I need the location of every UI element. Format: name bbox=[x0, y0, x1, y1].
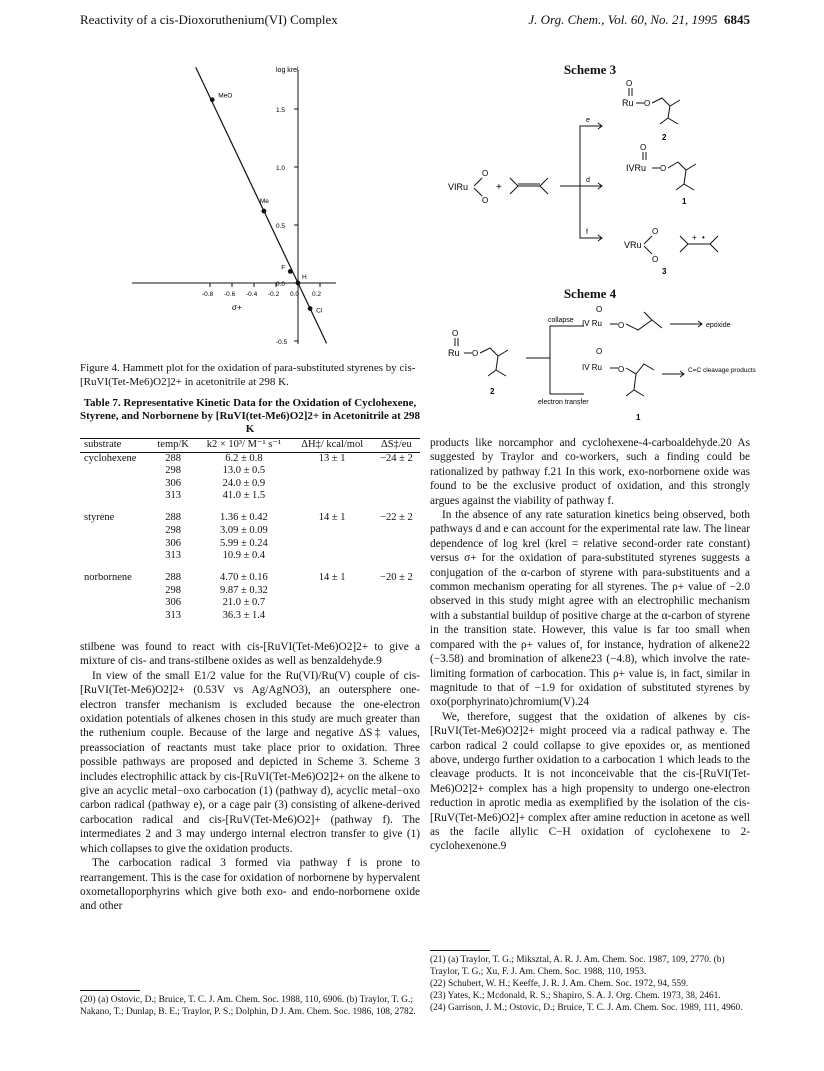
cell-temp: 306 bbox=[165, 477, 182, 489]
paragraph: stilbene was found to react with cis-[RuVI(Tet-Me6)O2]2+ to give a mixture of cis- and trans-stilbene oxides as well as benzaldehyde.9 bbox=[80, 641, 420, 668]
cell-dH bbox=[292, 490, 373, 512]
y-tick-label: -0.5 bbox=[276, 339, 288, 346]
footnote-24: (24) Garrison, J. M.; Ostovic, D.; Bruice, T. C. J. Am. Chem. Soc. 1989, 111, 4960. bbox=[430, 1003, 743, 1013]
col-k2: k2 × 10³/ M⁻¹ s⁻¹ bbox=[196, 439, 292, 453]
svg-text:+: + bbox=[692, 233, 697, 242]
data-points bbox=[210, 93, 323, 315]
table-row bbox=[80, 597, 420, 610]
x-tick-label: 0.2 bbox=[312, 291, 322, 298]
cell-substrate bbox=[80, 585, 150, 598]
cell-temp: 288 bbox=[165, 512, 182, 524]
table7-title: Table 7. Representative Kinetic Data for the Oxidation of Cyclohexene, Styrene, and Norbornene by [RuVI(tet-Me6)O2]2+ in Acetonitrile at 298 K bbox=[80, 397, 420, 435]
cell-dS bbox=[373, 525, 420, 538]
scheme4-lower-number: 1 bbox=[636, 413, 641, 422]
footnote-20: (20) (a) Ostovic, D.; Bruice, T. C. J. Am. Chem. Soc. 1988, 110, 6906. (b) Traylor, T. G.; Nakano, T.; Dunlap, B. E.; Traylor, P. S.; Dolphin, D J. Am. Chem. Soc. 1986, 108, 2782. bbox=[80, 995, 416, 1017]
product1-metal: IVRu bbox=[626, 163, 647, 173]
table-row bbox=[80, 550, 420, 572]
axis-ticks bbox=[202, 107, 321, 346]
cell-dH bbox=[292, 585, 373, 598]
cleavage-products-label: C=C cleavage products bbox=[688, 367, 756, 374]
scheme4-title: Scheme 4 bbox=[563, 286, 617, 301]
pathway-e-label: e bbox=[586, 117, 590, 124]
journal-citation: J. Org. Chem., Vol. 60, No. 21, 1995 bbox=[528, 12, 718, 27]
reactant-metal: VIRu bbox=[448, 182, 469, 192]
cell-dS bbox=[373, 538, 420, 551]
point-label: Cl bbox=[316, 307, 323, 315]
lower-metal: IV Ru bbox=[582, 363, 603, 372]
product2-number: 2 bbox=[662, 133, 667, 142]
cell-dS: −20 ± 2 bbox=[380, 572, 413, 584]
cell-k2: 3.09 ± 0.09 bbox=[219, 524, 268, 536]
cell-temp: 298 bbox=[165, 465, 182, 477]
cell-temp: 306 bbox=[165, 537, 182, 549]
table-row bbox=[80, 490, 420, 512]
point-label: Me bbox=[259, 198, 269, 206]
scheme3-title: Scheme 3 bbox=[563, 62, 617, 77]
cell-dH bbox=[292, 478, 373, 491]
col-dH: ΔH‡/ kcal/mol bbox=[292, 439, 373, 453]
left-footnotes bbox=[80, 994, 420, 1018]
cell-dS bbox=[373, 550, 420, 572]
x-axis-label: σ+ bbox=[232, 303, 242, 312]
cell-k2: 13.0 ± 0.5 bbox=[222, 465, 266, 477]
collapse-label: collapse bbox=[548, 317, 574, 324]
y-axis-label: log krel bbox=[276, 67, 299, 74]
x-tick-label: -0.8 bbox=[202, 291, 214, 298]
svg-text:O: O bbox=[482, 196, 489, 205]
cell-k2: 9.87 ± 0.32 bbox=[219, 584, 268, 596]
svg-text:O: O bbox=[660, 164, 667, 173]
scheme4-diagram bbox=[430, 302, 760, 426]
cell-k2: 41.0 ± 1.5 bbox=[222, 490, 266, 502]
product3-metal: VRu bbox=[624, 240, 642, 250]
svg-text:O: O bbox=[596, 347, 603, 356]
col-substrate: substrate bbox=[80, 439, 150, 453]
svg-text:O: O bbox=[452, 329, 459, 338]
cell-dH bbox=[292, 610, 373, 623]
product2-metal: Ru bbox=[622, 98, 634, 108]
cell-substrate: norbornene bbox=[84, 572, 132, 584]
table-row bbox=[80, 478, 420, 491]
col-temp: temp/K bbox=[150, 439, 196, 453]
data-point bbox=[296, 281, 301, 286]
hammett-plot bbox=[80, 58, 420, 350]
x-tick-label: -0.2 bbox=[268, 291, 280, 298]
cell-dS bbox=[373, 478, 420, 491]
paragraph: In the absence of any rate saturation kinetics being observed, both pathways d and e can account for the experimental rate law. The linear dependence of log krel (krel = relative second-order rate constant) versus σ+ for the oxidation of para-substituted styrenes suggests a conjugation of the α-carbon of styrene with para-substituents and a common mechanism operating for all styrenes. The ρ+ value of −2.0 observed in this study might agree with an electrophilic mechanism with a substantial buildup of positive charge at the α-carbon of styrene in the transition state. However, this value is far too small when compared with the ρ+ values of, for instance, hydration of alkene22 (−3.58) and bromination of alkene23 (−4.8), which involve the rate-limiting formation of carbocation. This ρ+ value is, in fact, similar in magnitude to that of −1.9 for oxidation of substituted styrenes by oxo(porphyrinato)chromium(V).24 bbox=[430, 509, 750, 709]
svg-text:O: O bbox=[652, 227, 659, 236]
svg-text:O: O bbox=[626, 79, 633, 88]
cell-substrate: cyclohexene bbox=[84, 452, 137, 464]
cell-dS: −24 ± 2 bbox=[380, 452, 413, 464]
cell-substrate bbox=[80, 538, 150, 551]
footnote-23: (23) Yates, K.; Mcdonald, R. S.; Shapiro, S. A. J. Org. Chem. 1973, 38, 2461. bbox=[430, 991, 721, 1001]
cell-dS bbox=[373, 610, 420, 623]
cell-substrate: styrene bbox=[84, 512, 115, 524]
cell-k2: 5.99 ± 0.24 bbox=[219, 537, 268, 549]
cell-substrate bbox=[80, 465, 150, 478]
figure4-caption: Figure 4. Hammett plot for the oxidation of para-substituted styrenes by cis-[RuVI(Tet-Me6)O2]2+ in acetonitrile at 298 K. bbox=[80, 362, 416, 388]
footnote-rule bbox=[80, 990, 140, 991]
svg-text:+: + bbox=[496, 182, 502, 193]
table-row bbox=[80, 452, 420, 465]
left-column-body bbox=[80, 640, 420, 914]
alkene-structure bbox=[510, 178, 548, 194]
svg-text:O: O bbox=[482, 169, 489, 178]
svg-text:O: O bbox=[640, 143, 647, 152]
cell-dS bbox=[373, 490, 420, 512]
data-point bbox=[210, 97, 215, 102]
cell-dH bbox=[292, 465, 373, 478]
product1-number: 1 bbox=[682, 197, 687, 206]
cell-substrate bbox=[80, 597, 150, 610]
cell-k2: 21.0 ± 0.7 bbox=[222, 597, 266, 609]
cell-k2: 1.36 ± 0.42 bbox=[219, 512, 268, 524]
cell-k2: 36.3 ± 1.4 bbox=[222, 609, 266, 621]
y-tick-label: 0.5 bbox=[276, 223, 286, 230]
upper-metal: IV Ru bbox=[582, 319, 603, 328]
regression-line bbox=[196, 67, 327, 343]
cell-dH bbox=[292, 525, 373, 538]
pathway-f-label: f bbox=[586, 229, 588, 236]
paragraph: products like norcamphor and cyclohexene-4-carboaldehyde.20 As suggested by Traylor and co-workers, such a finding could be rationalized by pathway f.21 In this work, exo-norbornene oxide was found to be the exclusive product of oxidation, and this strongly argues against the viability of pathway f. bbox=[430, 437, 750, 507]
pathway-d-label: d bbox=[586, 177, 590, 184]
running-header-title: Reactivity of a cis-Dioxoruthenium(VI) Complex bbox=[80, 12, 338, 27]
scheme3-diagram bbox=[430, 78, 760, 280]
cell-dH bbox=[292, 597, 373, 610]
cell-temp: 288 bbox=[165, 572, 182, 584]
y-tick-label: 1.0 bbox=[276, 165, 286, 172]
svg-text:O: O bbox=[652, 255, 659, 264]
point-label: F bbox=[281, 264, 286, 272]
running-header-journal bbox=[430, 12, 750, 28]
paragraph: In view of the small E1/2 value for the Ru(VI)/Ru(V) couple of cis-[RuVI(Tet-Me6)O2]2+ (0.53V vs Ag/AgNO3), an outersphere one-electron transfer mechanism is excluded because the one-electron oxidation potentials of alkenes chosen in this study are much greater than the ruthenium couple. Because of the large and negative ΔS‡ values, preassociation of reactants must take place prior to oxidation. Three possible pathways are proposed and depicted in Scheme 3. Scheme 3 includes electrophilic attack by cis-[RuVI(Tet-Me6)O2]2+ on the alkene to give an acyclic metal−oxo carbocation (1) (pathway d), acyclic metal−oxo carbon radical (pathway e), or a cage pair (3) consisting of alkene-derived carbocation radical and cis-[RuV(Tet-Me6)O2]+ (pathway f). The intermediates 2 and 3 may undergo internal electron transfer to give (1) which collapses to give the oxidation products. bbox=[80, 669, 420, 855]
electron-transfer-label: electron transfer bbox=[538, 399, 589, 406]
cell-k2: 6.2 ± 0.8 bbox=[225, 452, 263, 464]
cell-dS bbox=[373, 465, 420, 478]
cell-substrate bbox=[80, 610, 150, 623]
cell-substrate bbox=[80, 525, 150, 538]
table-row bbox=[80, 525, 420, 538]
cell-k2: 24.0 ± 0.9 bbox=[222, 477, 266, 489]
cell-temp: 313 bbox=[165, 490, 182, 502]
col-dS: ΔS‡/eu bbox=[373, 439, 420, 453]
scheme4-start-metal: Ru bbox=[448, 348, 460, 358]
product3-number: 3 bbox=[662, 267, 667, 276]
cell-temp: 298 bbox=[165, 524, 182, 536]
data-point bbox=[262, 209, 267, 214]
data-point bbox=[308, 306, 313, 311]
footnote-21: (21) (a) Traylor, T. G.; Miksztal, A. R. J. Am. Chem. Soc. 1987, 109, 2770. (b) Traylor, T. G.; Xu, F. J. Am. Chem. Soc. 1988, 110, 1953. bbox=[430, 955, 725, 977]
kinetic-data-table bbox=[80, 438, 420, 623]
x-tick-label: 0.0 bbox=[290, 291, 300, 298]
table-row bbox=[80, 585, 420, 598]
table-row bbox=[80, 538, 420, 551]
svg-text:O: O bbox=[596, 305, 603, 314]
y-tick-label: 0.0 bbox=[276, 281, 286, 288]
data-point bbox=[288, 269, 293, 274]
table-row bbox=[80, 465, 420, 478]
branch-arrows bbox=[560, 126, 602, 238]
cell-dH bbox=[292, 550, 373, 572]
cell-dS: −22 ± 2 bbox=[380, 512, 413, 524]
cell-dS bbox=[373, 597, 420, 610]
page-number: 6845 bbox=[724, 12, 750, 27]
cell-temp: 288 bbox=[165, 452, 182, 464]
cell-dH: 14 ± 1 bbox=[318, 572, 346, 584]
point-label: MeO bbox=[218, 92, 233, 100]
paragraph: We, therefore, suggest that the oxidation of alkenes by cis-[RuVI(Tet-Me6)O2]2+ might proceed via a radical pathway e. The carbon radical 2 could collapse to give epoxides or, as mentioned above, undergo further oxidation to a carbocation 1 which leads to the cleavage products. It is not inconceivable that the cis-[RuVI(Tet-Me6)O2]2+ complex has a high propensity to undergo one-electron reduction in aprotic media as exemplified by the isolation of the cis-[RuV(Tet-Me6)O2]+ complex after amine reduction in acetone as well as the facile allylic C−H oxidation of cyclohexene to 2-cyclohexenone.9 bbox=[430, 710, 750, 853]
cell-temp: 306 bbox=[165, 597, 182, 609]
cell-substrate bbox=[80, 550, 150, 572]
svg-text:O: O bbox=[644, 99, 651, 108]
cell-k2: 10.9 ± 0.4 bbox=[222, 550, 266, 562]
cell-temp: 298 bbox=[165, 584, 182, 596]
svg-text:•: • bbox=[702, 233, 705, 242]
cell-k2: 4.70 ± 0.16 bbox=[219, 572, 268, 584]
point-label: H bbox=[302, 274, 307, 281]
cell-substrate bbox=[80, 478, 150, 491]
cell-substrate bbox=[80, 490, 150, 512]
right-column-body bbox=[430, 436, 750, 854]
footnote-22: (22) Schubert, W. H.; Keeffe, J. R. J. Am. Chem. Soc. 1972, 94, 559. bbox=[430, 979, 689, 989]
cell-dH: 13 ± 1 bbox=[318, 452, 346, 464]
table-row bbox=[80, 572, 420, 585]
x-tick-label: -0.4 bbox=[246, 291, 258, 298]
cell-temp: 313 bbox=[165, 609, 182, 621]
svg-text:O: O bbox=[618, 365, 625, 374]
epoxide-label: epoxide bbox=[706, 322, 731, 329]
footnote-rule bbox=[430, 950, 490, 951]
table-row bbox=[80, 610, 420, 623]
table-row bbox=[80, 512, 420, 525]
y-tick-label: 1.5 bbox=[276, 107, 286, 114]
cell-dS bbox=[373, 585, 420, 598]
svg-text:O: O bbox=[618, 321, 625, 330]
x-tick-label: -0.6 bbox=[224, 291, 236, 298]
scheme4-start-number: 2 bbox=[490, 387, 495, 396]
cell-dH bbox=[292, 538, 373, 551]
cell-temp: 313 bbox=[165, 550, 182, 562]
paragraph: The carbocation radical 3 formed via pathway f is prone to rearrangement. This is the case for oxidation of norbornene by hypervalent oxometalloporphyrins which give both exo- and endo-norbornene oxide and other bbox=[80, 857, 420, 913]
cell-dH: 14 ± 1 bbox=[318, 512, 346, 524]
svg-text:O: O bbox=[472, 349, 479, 358]
right-footnotes bbox=[430, 954, 750, 1014]
